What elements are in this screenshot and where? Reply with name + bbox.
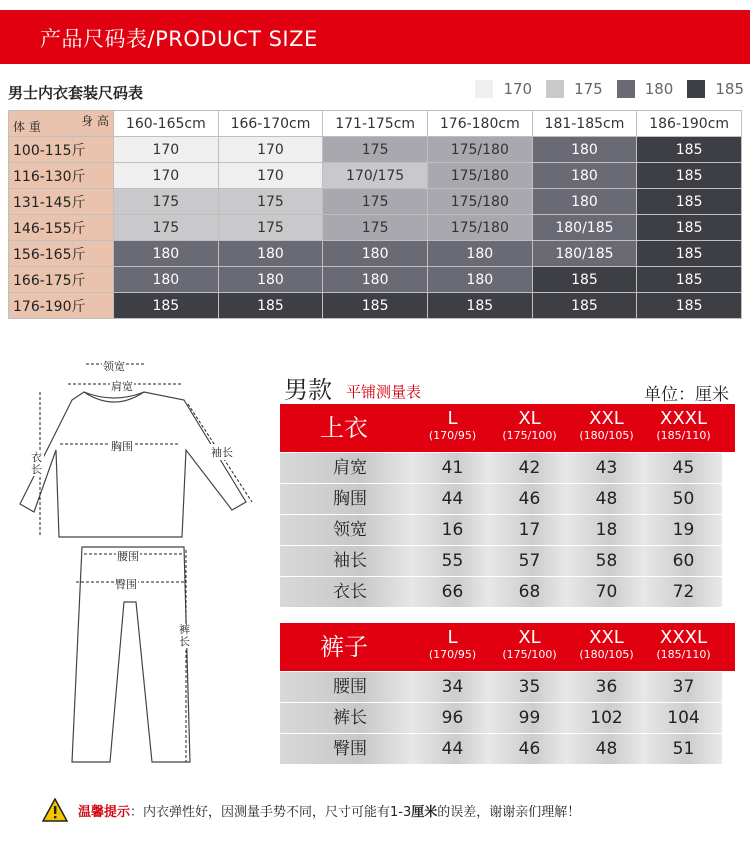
warning-icon [42,798,68,822]
size-cell: 175 [114,215,219,241]
size-cell: 180 [218,241,323,267]
size-cell: 175/180 [427,163,532,189]
measure-value: 35 [491,672,568,702]
weight-cell: 166-175斤 [9,267,114,293]
size-col [568,623,645,671]
tip-notice [42,798,580,822]
measurement-title: 男款 [284,376,332,404]
height-header: 171-175cm [323,111,428,137]
measure-value: 44 [414,484,491,514]
size-cell: 185 [218,293,323,319]
measure-value: 45 [645,453,722,483]
table-row [9,293,742,319]
pants-length-label: 裤长 [179,623,190,648]
weight-cell: 100-115斤 [9,137,114,163]
top-rows [280,453,735,607]
size-label: XXXL [659,408,708,429]
size-col [414,404,491,452]
height-header: 166-170cm [218,111,323,137]
waist-label: 腰围 [117,550,139,563]
garment-diagram [14,352,274,782]
measure-value: 34 [414,672,491,702]
size-cell: 170 [114,163,219,189]
pants-rows [280,672,735,764]
height-header: 186-190cm [637,111,742,137]
size-cell: 170/175 [323,163,428,189]
size-label: L [447,627,458,648]
measure-value: 18 [568,515,645,545]
size-cell: 185 [637,293,742,319]
measure-row [280,515,735,545]
measure-value: 96 [414,703,491,733]
measure-value: 19 [645,515,722,545]
measure-value: 17 [491,515,568,545]
measure-value: 41 [414,453,491,483]
size-cell: 175 [218,189,323,215]
banner-title: 产品尺码表/PRODUCT SIZE [40,27,318,51]
pants-section-name: 裤子 [320,633,368,661]
corner-height-label: 身 高 [81,114,109,128]
measure-value: 16 [414,515,491,545]
size-label: XXXL [659,627,708,648]
size-cell: 175/180 [427,189,532,215]
measure-value: 37 [645,672,722,702]
measurement-subtitle: 平铺测量表 [346,383,422,401]
tip-lead: 温馨提示 [78,804,131,820]
measure-value: 102 [568,703,645,733]
measure-label: 胸围 [280,484,414,514]
measure-value: 50 [645,484,722,514]
weight-cell: 116-130斤 [9,163,114,189]
size-cell: 185 [323,293,428,319]
measure-row [280,734,735,764]
pants-header-row [280,623,735,671]
measure-value: 46 [491,734,568,764]
size-cell: 180/185 [532,215,637,241]
measure-value: 66 [414,577,491,607]
measure-label: 袖长 [280,546,414,576]
size-col [645,623,722,671]
size-sub: (170/95) [428,429,477,442]
hip-label: 臀围 [115,578,137,591]
size-cell: 175 [218,215,323,241]
legend-label: 185 [715,80,744,98]
size-cell: 175/180 [427,137,532,163]
size-cell: 185 [427,293,532,319]
size-col [645,404,722,452]
size-label: XXL [589,627,624,648]
size-sub: (185/110) [656,429,711,442]
measure-row [280,546,735,576]
measure-label: 领宽 [280,515,414,545]
size-cell: 170 [218,163,323,189]
header-banner [0,10,750,64]
size-cell: 180/185 [532,241,637,267]
size-cell: 175 [323,189,428,215]
measure-value: 48 [568,734,645,764]
table-row [9,241,742,267]
tip-text-end: 的误差，谢谢亲们理解！ [437,804,581,820]
weight-cell: 156-165斤 [9,241,114,267]
size-cell: 185 [532,267,637,293]
size-cell: 185 [637,215,742,241]
table-row [9,137,742,163]
top-header-row [280,404,735,452]
legend-swatch-180 [617,80,635,98]
size-cell: 185 [114,293,219,319]
size-chart-table [8,110,742,319]
table-row [9,215,742,241]
legend-swatch-185 [687,80,705,98]
size-cell: 180 [114,267,219,293]
legend-swatch-170 [475,80,493,98]
measure-row [280,453,735,483]
corner-cell [9,111,114,137]
size-label: XL [518,408,541,429]
height-header: 160-165cm [114,111,219,137]
measure-value: 99 [491,703,568,733]
size-cell: 180 [323,267,428,293]
measurement-header [280,370,735,404]
color-legend [461,80,744,98]
measure-row [280,703,735,733]
table-row [9,267,742,293]
legend-label: 180 [644,80,674,98]
size-cell: 185 [637,163,742,189]
unit-label: 单位：厘米 [644,385,729,405]
weight-cell: 176-190斤 [9,293,114,319]
measure-value: 48 [568,484,645,514]
collar-label: 领宽 [103,360,125,373]
measure-value: 42 [491,453,568,483]
measure-label: 臀围 [280,734,414,764]
size-cell: 180 [532,137,637,163]
size-cell: 175 [323,215,428,241]
table-row [9,189,742,215]
measure-value: 60 [645,546,722,576]
measure-value: 72 [645,577,722,607]
legend-label: 170 [503,80,533,98]
chest-label: 胸围 [111,440,133,453]
size-cell: 180 [323,241,428,267]
size-cell: 185 [637,137,742,163]
measure-value: 44 [414,734,491,764]
size-cell: 170 [114,137,219,163]
size-cell: 185 [637,241,742,267]
size-cell: 180 [218,267,323,293]
sleeve-label: 袖长 [211,446,233,459]
measure-value: 36 [568,672,645,702]
measure-label: 裤长 [280,703,414,733]
size-cell: 180 [427,267,532,293]
table-header-row [9,111,742,137]
size-table-title: 男士内衣套装尺码表 [8,84,144,102]
size-col [491,623,568,671]
height-header: 181-185cm [532,111,637,137]
size-label: XXL [589,408,624,429]
size-label: XL [518,627,541,648]
measure-value: 51 [645,734,722,764]
size-cell: 185 [637,267,742,293]
measure-value: 46 [491,484,568,514]
size-col [568,404,645,452]
size-sub: (175/100) [502,648,557,661]
size-col [414,623,491,671]
size-cell: 175 [114,189,219,215]
corner-weight-label: 体 重 [13,120,41,134]
measure-row [280,577,735,607]
measure-value: 104 [645,703,722,733]
size-cell: 180 [114,241,219,267]
measure-label: 肩宽 [280,453,414,483]
size-label: L [447,408,458,429]
height-header: 176-180cm [427,111,532,137]
size-cell: 180 [427,241,532,267]
weight-cell: 146-155斤 [9,215,114,241]
size-cell: 180 [532,163,637,189]
size-cell: 175 [323,137,428,163]
length-label: 衣长 [31,451,42,476]
size-cell: 185 [532,293,637,319]
top-section-name: 上衣 [320,414,368,442]
measure-row [280,484,735,514]
tip-bold: 厘米 [411,804,438,820]
measure-value: 70 [568,577,645,607]
size-cell: 185 [637,189,742,215]
size-sub: (180/105) [579,648,634,661]
measure-label: 衣长 [280,577,414,607]
measure-value: 58 [568,546,645,576]
size-sub: (175/100) [502,429,557,442]
size-table-body [9,137,742,319]
legend-swatch-175 [546,80,564,98]
measure-value: 68 [491,577,568,607]
size-cell: 170 [218,137,323,163]
size-sub: (180/105) [579,429,634,442]
size-cell: 180 [532,189,637,215]
size-cell: 175/180 [427,215,532,241]
measure-row [280,672,735,702]
measure-label: 腰围 [280,672,414,702]
size-sub: (185/110) [656,648,711,661]
shoulder-label: 肩宽 [111,380,133,393]
measurement-table [280,370,735,764]
tip-text: ：内衣弹性好，因测量手势不同，尺寸可能有1-3 [130,804,412,820]
measure-value: 57 [491,546,568,576]
garment-outline [14,352,274,782]
legend-label: 175 [574,80,603,98]
weight-cell: 131-145斤 [9,189,114,215]
measure-value: 43 [568,453,645,483]
size-sub: (170/95) [428,648,477,661]
measure-value: 55 [414,546,491,576]
table-row [9,163,742,189]
size-col [491,404,568,452]
